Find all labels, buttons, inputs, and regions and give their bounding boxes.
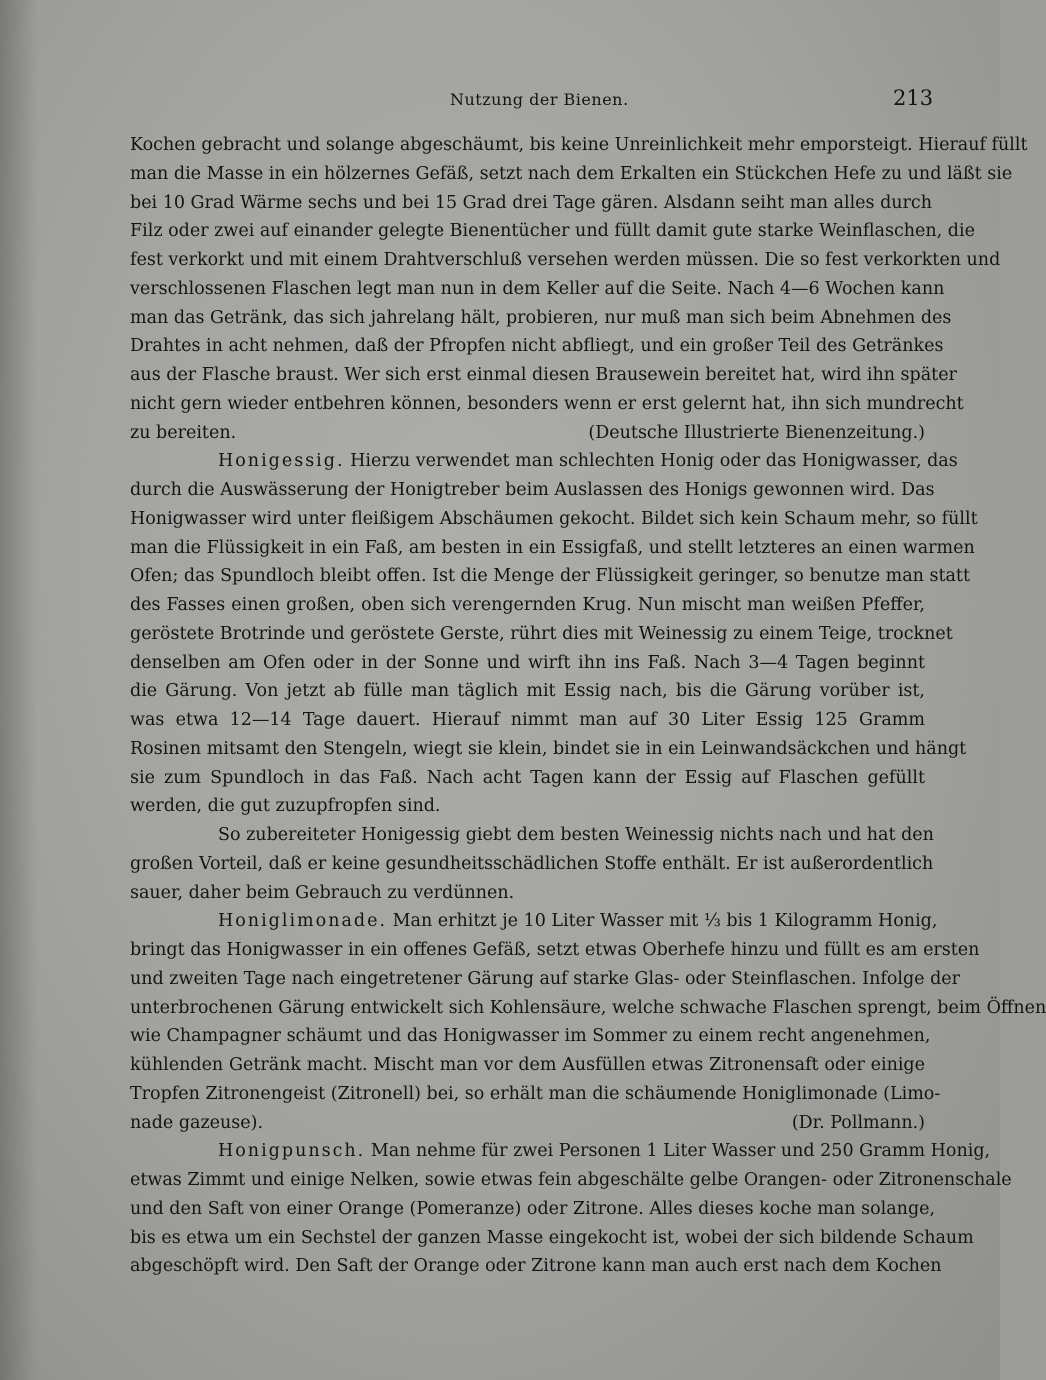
running-title: Nutzung der Bienen. [450, 90, 629, 109]
body-text [130, 131, 1046, 1281]
text-line: Filz oder zwei auf einander gelegte Bienentücher und füllt damit gute starke Weinflaschen, die [130, 221, 975, 242]
text-fragment: Man nehme für zwei Personen 1 Liter Wasser und 250 Gramm Honig, [370, 1141, 991, 1162]
text-line: wie Champagner schäumt und das Honigwasser im Sommer zu einem recht angenehmen, [130, 1026, 931, 1047]
text-line: Ofen; das Spundloch bleibt offen. Ist die Menge der Flüssigkeit geringer, so benutze man statt [130, 566, 970, 587]
text-line: etwas Zimmt und einige Nelken, sowie etwas fein abgeschälte gelbe Orangen- oder Zitronenschale [130, 1170, 1012, 1190]
source-citation: (Dr. Pollmann.) [791, 1112, 925, 1133]
text-line: aus der Flasche braust. Wer sich erst einmal diesen Brausewein bereitet hat, wird ihn später [130, 365, 957, 385]
text-line: geröstete Brotrinde und geröstete Gerste, rührt dies mit Weinessig zu einem Teige, trocknet [130, 623, 953, 644]
section-first-line [130, 1137, 991, 1166]
text-line: und zweiten Tage nach eingetretener Gärung auf starke Glas- oder Steinflaschen. Infolge der [130, 968, 961, 989]
text-line: Kochen gebracht und solange abgeschäumt, bis keine Unreinlichkeit mehr emporsteigt. Hierauf füllt [130, 135, 1028, 155]
section-heading-honiglimonade: Honiglimonade. [218, 911, 388, 932]
text-line: des Fasses einen großen, oben sich verengernden Krug. Nun mischt man weißen Pfeffer, [130, 595, 925, 615]
text-line: sie zum Spundloch in das Faß. Nach acht Tagen kann der Essig auf Flaschen gefüllt [130, 767, 925, 788]
text-line: bringt das Honigwasser in ein offenes Gefäß, setzt etwas Oberhefe hinzu und füllt es am ersten [130, 940, 980, 960]
text-fragment: Man erhitzt je 10 Liter Wasser mit ⅓ bis 1 Kilogramm Honig, [392, 911, 938, 932]
text-line: unterbrochenen Gärung entwickelt sich Kohlensäure, welche schwache Flaschen sprengt, beim Öffnen [130, 997, 1046, 1018]
text-line: kühlenden Getränk macht. Mischt man vor dem Ausfüllen etwas Zitronensaft oder einige [130, 1055, 925, 1075]
text-line: Tropfen Zitronengeist (Zitronell) bei, so erhält man die schäumende Honiglimonade (Limo- [130, 1083, 941, 1104]
text-line: Rosinen mitsamt den Stengeln, wiegt sie klein, bindet sie in ein Leinwandsäckchen und hängt [130, 738, 967, 759]
section-first-line [130, 447, 958, 476]
page-number: 213 [893, 86, 934, 110]
text-line: abgeschöpft wird. Den Saft der Orange oder Zitrone kann man auch erst nach dem Kochen [130, 1256, 942, 1277]
source-citation: (Deutsche Illustrierte Bienenzeitung.) [588, 422, 925, 443]
text-line: bis es etwa um ein Sechstel der ganzen Masse eingekocht ist, wobei der sich bildende Schaum [130, 1227, 974, 1248]
text-line: man die Masse in ein hölzernes Gefäß, setzt nach dem Erkalten ein Stückchen Hefe zu und läßt sie [130, 163, 1013, 184]
section-heading-honigessig: Honigessig. [218, 451, 345, 472]
text-line: So zubereiteter Honigessig giebt dem besten Weinessig nichts nach und hat den [218, 825, 934, 845]
text-line: bei 10 Grad Wärme sechs und bei 15 Grad drei Tage gären. Alsdann seiht man alles durch [130, 192, 932, 213]
section-first-line [130, 907, 938, 936]
text-line: und den Saft von einer Orange (Pomeranze) oder Zitrone. Alles dieses koche man solange, [130, 1198, 936, 1219]
text-line: werden, die gut zuzupfropfen sind. [130, 796, 441, 817]
section-heading-honigpunsch: Honigpunsch. [218, 1141, 366, 1162]
text-line: die Gärung. Von jetzt ab fülle man täglich mit Essig nach, bis die Gärung vorüber ist, [130, 681, 925, 702]
text-line: Drahtes in acht nehmen, daß der Pfropfen nicht abfliegt, und ein großer Teil des Getränkes [130, 336, 944, 357]
text-line: Honigwasser wird unter fleißigem Abschäumen gekocht. Bildet sich kein Schaum mehr, so füllt [130, 508, 978, 529]
text-line: nicht gern wieder entbehren können, besonders wenn er erst gelernt hat, ihn sich mundrecht [130, 393, 964, 414]
text-fragment: Hierzu verwendet man schlechten Honig oder das Honigwasser, das [350, 451, 958, 472]
text-line: durch die Auswässerung der Honigtreber beim Auslassen des Honigs gewonnen wird. Das [130, 480, 935, 500]
text-fragment: nade gazeuse). [130, 1112, 264, 1133]
text-line: denselben am Ofen oder in der Sonne und wirft ihn ins Faß. Nach 3—4 Tagen beginnt [130, 652, 925, 673]
text-line [130, 1109, 925, 1138]
text-line: fest verkorkt und mit einem Drahtverschluß versehen werden müssen. Die so fest verkorkten und [130, 250, 1001, 270]
text-line: man das Getränk, das sich jahrelang hält, probieren, nur muß man sich beim Abnehmen des [130, 307, 952, 328]
text-line: was etwa 12—14 Tage dauert. Hierauf nimmt man auf 30 Liter Essig 125 Gramm [130, 710, 925, 730]
text-line: sauer, daher beim Gebrauch zu verdünnen. [130, 882, 515, 903]
text-line: verschlossenen Flaschen legt man nun in dem Keller auf die Seite. Nach 4—6 Wochen kann [130, 278, 945, 299]
text-fragment: zu bereiten. [130, 422, 237, 443]
text-line: großen Vorteil, daß er keine gesundheitsschädlichen Stoffe enthält. Er ist außerordentlich [130, 853, 934, 874]
text-line [130, 419, 925, 448]
text-line: man die Flüssigkeit in ein Faß, am besten in ein Essigfaß, und stellt letzteres an einen warmen [130, 537, 975, 558]
